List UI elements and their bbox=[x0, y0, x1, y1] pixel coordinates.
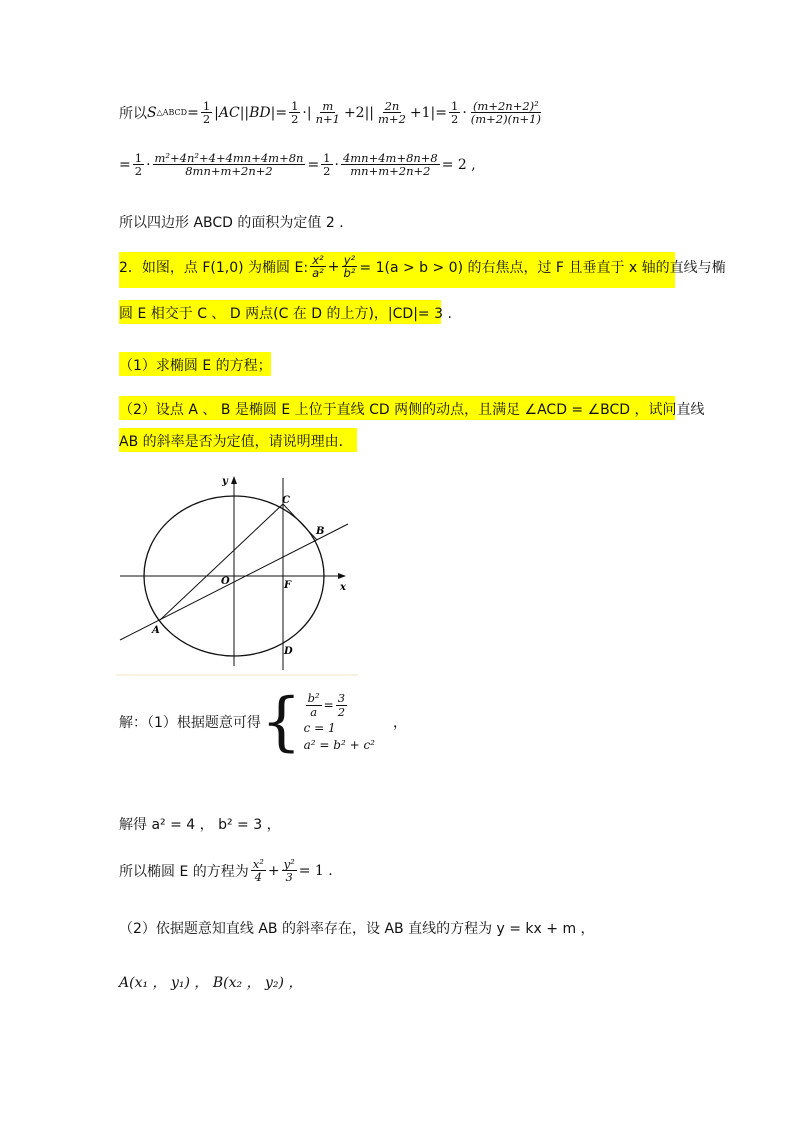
equals-2: = bbox=[307, 156, 320, 173]
label-o: O bbox=[221, 576, 230, 587]
half-fraction-2: $\frac{1}{2}$ bbox=[291, 99, 299, 127]
solution-1: 解：（1）根据题意可得 { $\frac{\text{b²}}{a}$ = $\frac{3}{2}$ c = 1 a² = b² + c² ， bbox=[119, 685, 407, 759]
half-fraction: $\frac{1}{2}$ bbox=[134, 151, 143, 179]
left-brace: { bbox=[260, 685, 302, 759]
x-axis-arrow bbox=[338, 573, 346, 579]
label-a: A bbox=[152, 625, 160, 636]
ellipse-equation: 所以椭圆 E 的方程为 $\frac{\text{x²}}{4}$ + $\frac{\text{y²}}{3}$ = 1 . bbox=[119, 857, 333, 885]
fraction-x2-a2: $\frac{\text{x²}}{\text{a²}}$ bbox=[312, 253, 324, 281]
expansion-line: = $\frac{1}{2}$ · $\frac{\text{m²+4n²+4+4mn+4m+8n}}{8mn+m+2n+2}$ = $\frac{1}{2}$ · $\frac{4mn+4m+8n+8}{mn+m+2n+2}$ = 2 , bbox=[119, 151, 476, 179]
solution-values: 解得 a² = 4 ， b² = 3 ， bbox=[119, 817, 281, 833]
fraction-y2-b2: $\frac{\text{y²}}{\text{b²}}$ bbox=[343, 253, 356, 281]
area-conclusion: 所以四边形 ABCD 的面积为定值 2 . bbox=[119, 215, 344, 231]
fraction-result: $\frac{\text{(m+2n+2)²}}{(m+2)(n+1)}$ bbox=[470, 99, 541, 127]
part-2-line2: AB 的斜率是否为定值，请说明理由． bbox=[119, 434, 353, 450]
fraction-2n-m2: $\frac{2n}{m+2}$ bbox=[378, 99, 406, 127]
label-b: B bbox=[316, 526, 325, 537]
half-fraction: $\frac{1}{2}$ bbox=[202, 99, 211, 127]
area-formula-line: 所以 S △ABCD = $\frac{1}{2}$ |AC||BD|= $\frac{1}{2}$ ·| $\frac{m}{n+1}$ +2|| $\frac{2n}{m+2}$ +1|= $\frac{1}{2}$ · $\frac{\text{(m+2n+2)²}}{(m+2)(n+1)}$ bbox=[119, 99, 541, 127]
solution-prefix: 解：（1）根据题意可得 bbox=[119, 715, 261, 731]
question-2-line1: 2．如图，点 F(1,0) 为椭圆 E: $\frac{\text{x²}}{\text{a²}}$ + $\frac{\text{y²}}{\text{b²}}$ = 1(a > b > 0) 的右焦点，过 F 且垂直于 x 轴的直线与椭 bbox=[119, 253, 726, 281]
text-prefix: 所以 bbox=[119, 105, 147, 122]
ellipse-figure bbox=[116, 470, 360, 680]
question-2-line2: 圆 E 相交于 C 、 D 两点(C 在 D 的上方)，|CD|= 3 . bbox=[119, 306, 452, 322]
half-fraction-2: $\frac{1}{2}$ bbox=[323, 151, 331, 179]
label-c: C bbox=[282, 495, 290, 506]
label-f: F bbox=[284, 580, 292, 591]
segment-cb bbox=[283, 504, 317, 540]
result-value: = 2 , bbox=[441, 156, 476, 173]
plus-two: +2|| bbox=[343, 104, 375, 121]
expanded-fraction: $\frac{\text{m²+4n²+4+4mn+4m+8n}}{8mn+m+2n+2}$ bbox=[154, 151, 304, 179]
label-d: D bbox=[284, 646, 293, 657]
equals: = bbox=[119, 156, 131, 173]
area-subscript: △ABCD bbox=[156, 108, 188, 118]
fraction-y2-3: $\frac{\text{y²}}{3}$ bbox=[283, 857, 295, 885]
points-ab: A(x₁ ， y₁) ， B(x₂ ， y₂) ， bbox=[119, 975, 303, 991]
y-axis-arrow bbox=[231, 476, 237, 484]
area-symbol: S bbox=[147, 104, 157, 121]
half-fraction-3: $\frac{1}{2}$ bbox=[450, 99, 459, 127]
simplified-fraction: $\frac{4mn+4m+8n+8}{mn+m+2n+2}$ bbox=[342, 151, 438, 179]
equation-system: { $\frac{\text{b²}}{a}$ = $\frac{3}{2}$ c = 1 a² = b² + c² bbox=[260, 685, 375, 759]
fraction-x2-4: $\frac{\text{x²}}{4}$ bbox=[252, 857, 264, 885]
part-2-line1: （2）设点 A 、 B 是椭圆 E 上位于直线 CD 两侧的动点，且满足 ∠ACD = ∠BCD ，试问直线 bbox=[119, 402, 705, 418]
dot: ·| bbox=[302, 104, 312, 121]
fraction-m-n1: $\frac{m}{n+1}$ bbox=[315, 99, 340, 127]
part-1-text: （1）求椭圆 E 的方程； bbox=[119, 358, 272, 374]
plus-one: +1|= bbox=[409, 104, 447, 121]
label-y: y bbox=[222, 476, 228, 487]
equals: = bbox=[187, 104, 199, 121]
label-x: x bbox=[340, 582, 346, 593]
solution-part-2: （2）依据题意知直线 AB 的斜率存在，设 AB 直线的方程为 y = kx + m ， bbox=[119, 921, 595, 937]
segment-ac bbox=[160, 504, 283, 620]
abs-product: |AC||BD|= bbox=[214, 104, 288, 121]
